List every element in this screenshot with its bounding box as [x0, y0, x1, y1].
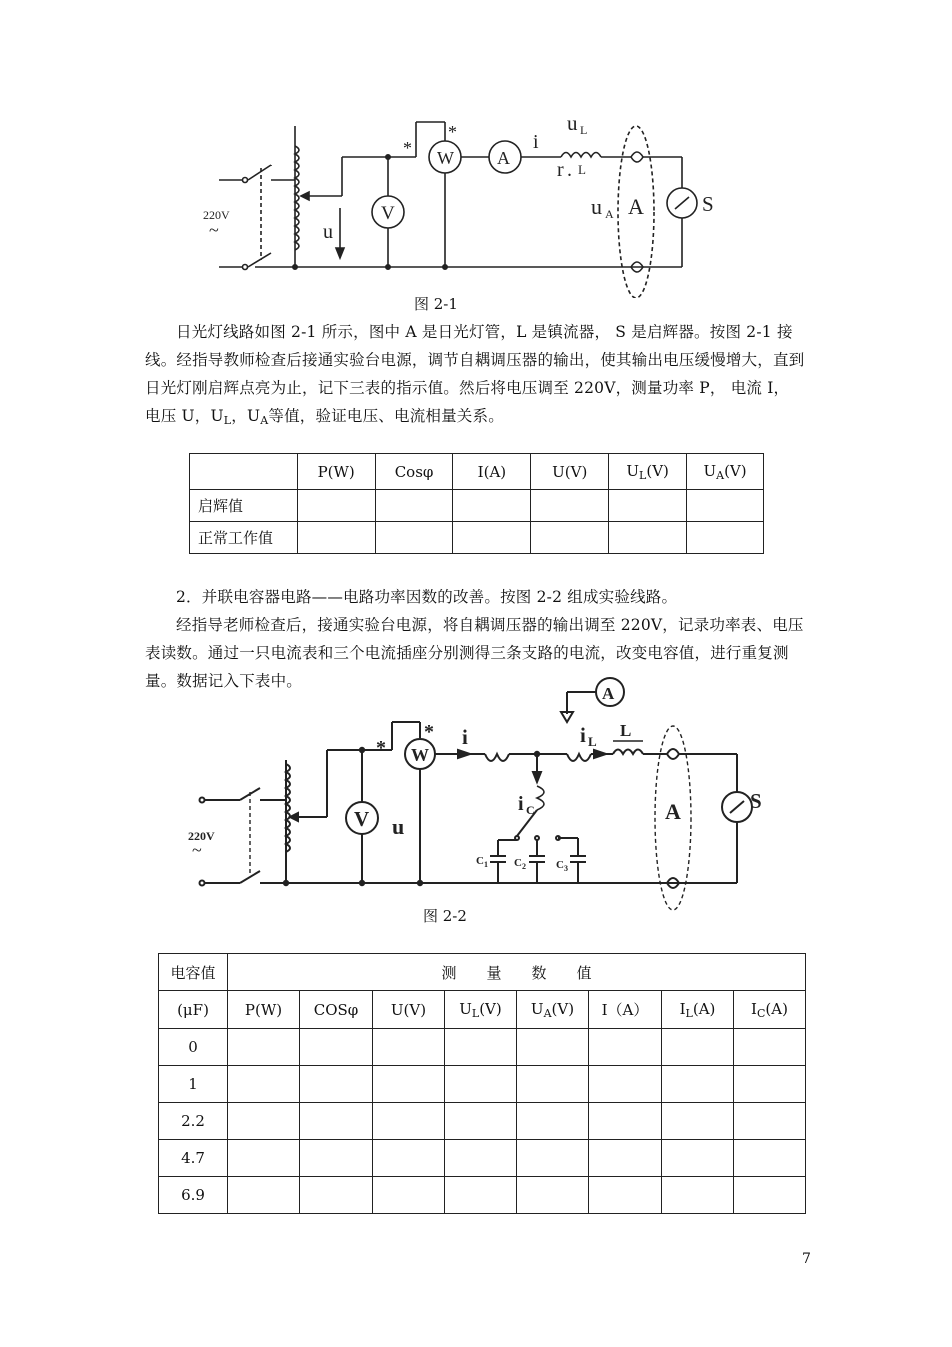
- svg-text:*: *: [403, 138, 412, 158]
- svg-text:S: S: [702, 192, 714, 216]
- figure-2-2-caption: 图 2-2: [423, 907, 467, 925]
- svg-text:C: C: [526, 803, 535, 817]
- instructions-paragraph-1: 日光灯线路如图 2-1 所示，图中 A 是日光灯管，L 是镇流器， S 是启辉器。按图 2-1 接线。经指导教师检查后接通实验台电源，调节自耦调压器的输出，使其输出电压缓慢增大，直到日光灯刚启辉点亮为止，记下三表的指示值。然后将电压调至 220V，测量功率 P， 电流 I， 电压 U，$U_L$，$U_A$等值，验证电压、电流相量关系。: [145, 323, 805, 427]
- svg-text:*: *: [424, 721, 434, 743]
- svg-text:220V: 220V: [203, 208, 230, 222]
- svg-text:L: L: [620, 721, 632, 740]
- table-row: [159, 1066, 806, 1103]
- svg-text:u: u: [591, 194, 602, 219]
- row-label: 正常工作值: [190, 522, 298, 554]
- table-header-cell: COSφ: [300, 991, 373, 1029]
- capacitance-value: 4.7: [159, 1140, 228, 1177]
- table-header-cell: $I_L(A)$: [662, 991, 734, 1029]
- svg-text:L: L: [588, 734, 597, 749]
- paragraph-3-text: 经指导老师检查后，接通实验台电源，将自耦调压器的输出调至 220V，记录功率表、电压表读数。通过一只电流表和三个电流插座分别测得三条支路的电流，改变电容值，进行重复测量。数据记入下表中。: [145, 616, 804, 690]
- svg-text:~: ~: [192, 840, 202, 860]
- svg-text:V: V: [381, 203, 395, 224]
- capacitance-unit: (μF): [159, 991, 228, 1029]
- paragraph-1-text: 日光灯线路如图 2-1 所示，图中 A 是日光灯管，L 是镇流器， S 是启辉器。按图 2-1 接线。经指导教师检查后接通实验台电源，调节自耦调压器的输出，使其输出电压缓慢增大，直到日光灯刚启辉点亮为止，记下三表的指示值。然后将电压调至 220V，测量功率 P， 电流 I， 电压 U，U: [145, 323, 805, 425]
- svg-text:V: V: [354, 807, 370, 831]
- table-row: [190, 490, 764, 522]
- capacitance-value: 2.2: [159, 1103, 228, 1140]
- table-header-cell: $U_L(V)$: [445, 991, 517, 1029]
- capacitance-value: 6.9: [159, 1177, 228, 1214]
- svg-text:A: A: [497, 148, 510, 168]
- svg-text:~: ~: [209, 220, 219, 240]
- svg-text:S: S: [750, 789, 762, 813]
- svg-text:*: *: [376, 737, 386, 759]
- capacitance-value: 1: [159, 1066, 228, 1103]
- page-number: 7: [802, 1251, 811, 1267]
- svg-text:L: L: [578, 162, 586, 177]
- svg-text:A: A: [605, 207, 614, 221]
- svg-text:C: C: [476, 855, 484, 867]
- svg-text:A: A: [602, 684, 615, 703]
- table-2-header-row-1: [159, 954, 806, 991]
- table-header-cell: P(W): [297, 454, 375, 490]
- table-fluorescent-measurements: [189, 453, 764, 554]
- table-capacitor-measurements: [158, 953, 806, 1214]
- svg-text:A: A: [628, 194, 644, 219]
- svg-text:2: 2: [522, 862, 526, 871]
- table-header-cell: U(V): [531, 454, 609, 490]
- svg-text:i: i: [518, 793, 524, 815]
- table-row: [159, 1029, 806, 1066]
- svg-text:u: u: [392, 814, 405, 839]
- svg-text:i: i: [533, 131, 539, 153]
- svg-text:220V: 220V: [188, 829, 215, 843]
- capacitance-header: 电容值: [159, 954, 228, 991]
- svg-text:.: .: [567, 159, 572, 181]
- svg-text:W: W: [437, 148, 454, 168]
- table-header-cell: $U_L(V)$: [609, 454, 687, 490]
- svg-text:W: W: [411, 745, 429, 765]
- svg-text:3: 3: [564, 864, 568, 873]
- table-header-cell: U(V): [373, 991, 445, 1029]
- table-row: [159, 1103, 806, 1140]
- svg-text:C: C: [514, 857, 522, 869]
- measured-values-header: 测 量 数 值: [228, 954, 806, 991]
- paragraph-2-text: 2．并联电容器电路——电路功率因数的改善。按图 2-2 组成实验线路。: [176, 588, 678, 606]
- table-header-cell: I(A): [453, 454, 531, 490]
- svg-text:C: C: [556, 859, 564, 871]
- table-header-cell: I（A）: [589, 991, 662, 1029]
- svg-text:*: *: [448, 122, 457, 142]
- capacitance-value: 0: [159, 1029, 228, 1066]
- table-1-header-row: [190, 454, 764, 490]
- svg-text:u: u: [323, 221, 333, 243]
- table-header-cell: $U_A(V)$: [517, 991, 589, 1029]
- table-2-header-row-2: [159, 991, 806, 1029]
- table-row: [159, 1177, 806, 1214]
- svg-text:L: L: [580, 123, 588, 137]
- svg-text:i: i: [580, 723, 586, 747]
- table-row: [159, 1140, 806, 1177]
- svg-text:1: 1: [484, 860, 488, 869]
- svg-text:A: A: [665, 799, 681, 824]
- svg-text:u: u: [567, 111, 578, 135]
- figure-2-1-circuit: [195, 108, 735, 298]
- row-label: 启辉值: [190, 490, 298, 522]
- svg-text:i: i: [462, 725, 468, 749]
- table-header-cell: $I_C(A)$: [734, 991, 806, 1029]
- table-header-cell: Cosφ: [375, 454, 453, 490]
- table-header-cell: [190, 454, 298, 490]
- svg-text:r: r: [557, 159, 564, 181]
- figure-2-2-circuit: [180, 676, 780, 916]
- table-header-cell: P(W): [228, 991, 300, 1029]
- table-header-cell: $U_A(V)$: [687, 454, 764, 490]
- figure-2-1-caption: 图 2-1: [414, 295, 458, 313]
- table-row: [190, 522, 764, 554]
